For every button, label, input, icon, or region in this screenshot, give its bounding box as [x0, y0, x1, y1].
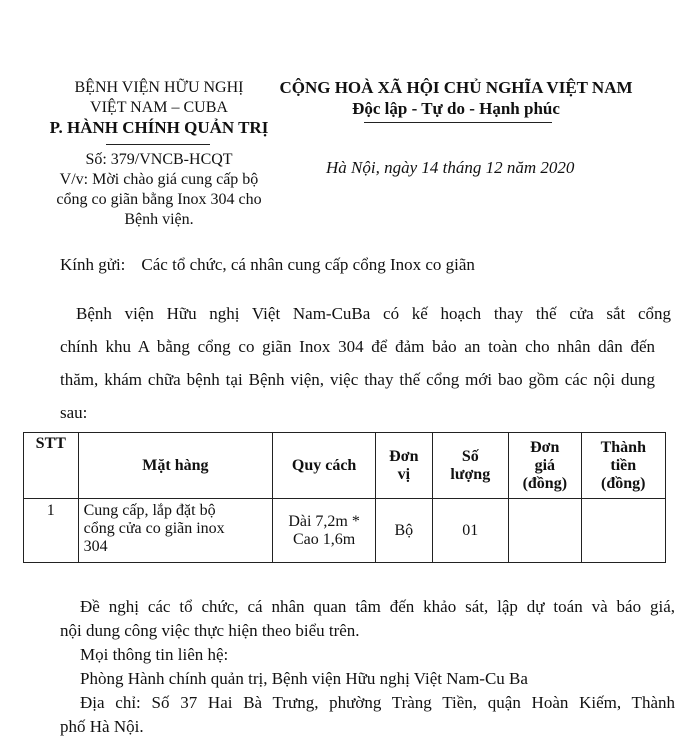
subject-line-3: Bệnh viện. [124, 211, 194, 228]
address-text-1: Địa chỉ: Số 37 Hai Bà Trưng, phường Tràng Tiền, quận Hoàn Kiếm, Thành [80, 693, 675, 712]
header-quantity [432, 433, 508, 499]
header-price-1: Đơn [530, 438, 560, 456]
closing-text-2: nội dung công việc thực hiện theo biểu trên. [60, 621, 360, 640]
cell-item-1: Cung cấp, lắp đặt bộ [83, 502, 216, 519]
header-price-3: (đồng) [522, 474, 568, 492]
header-unit [376, 433, 433, 499]
place-and-date: Hà Nội, ngày 14 tháng 12 năm 2020 [326, 158, 575, 177]
document-reference [28, 150, 290, 230]
cell-item-3: 304 [83, 538, 108, 555]
header-qty-1: Số [461, 447, 479, 465]
contact-label: Mọi thông tin liên hệ: [80, 645, 229, 664]
items-table [23, 432, 666, 563]
header-unit-1: Đơn [389, 447, 419, 465]
subject-line-1: V/v: Mời chào giá cung cấp bộ [59, 171, 259, 188]
cell-unit-price [509, 499, 582, 563]
header-total-2: tiền [610, 456, 637, 474]
table-header-row [24, 433, 666, 499]
header-price-2: giá [534, 456, 556, 474]
motto-underline [364, 122, 552, 123]
cell-spec [273, 499, 376, 563]
header-unit-2: vị [397, 465, 411, 483]
intro-text-3: thăm, khám chữa bệnh tại Bệnh viện, việc thay thế cổng mới bao gồm các nội dung [60, 370, 655, 389]
closing-text-1: Đề nghị các tổ chức, cá nhân quan tâm đến khảo sát, lập dự toán và báo giá, [80, 597, 675, 616]
cell-spec-2: Cao 1,6m [292, 530, 356, 548]
address-text-2: phố Hà Nội. [60, 717, 144, 736]
issuer-line-2: VIỆT NAM – CUBA [90, 99, 228, 116]
subject-line-2: cổng co giãn bằng Inox 304 cho [56, 191, 262, 208]
recipient-label: Kính gửi: [60, 255, 126, 274]
intro-text-4: sau: [60, 403, 88, 422]
header-item: Mặt hàng [78, 433, 273, 499]
issuer-block [28, 78, 290, 138]
header-stt: STT [24, 433, 79, 499]
header-total [581, 433, 665, 499]
cell-total [581, 499, 665, 563]
header-total-3: (đồng) [601, 474, 646, 492]
cell-unit: Bộ [376, 499, 433, 563]
header-spec: Quy cách [273, 433, 376, 499]
cell-stt: 1 [24, 499, 79, 563]
cell-item-2: cổng cửa co giãn inox [83, 520, 225, 537]
national-motto: Độc lập - Tự do - Hạnh phúc [352, 99, 560, 118]
intro-text-2: chính khu A bằng cổng co giãn Inox 304 để đảm bảo an toàn cho nhân dân đến [60, 337, 655, 356]
document-number: Số: 379/VNCB-HCQT [85, 151, 233, 168]
cell-quantity: 01 [432, 499, 508, 563]
issuer-department: P. HÀNH CHÍNH QUẢN TRỊ [49, 118, 269, 137]
contact-office: Phòng Hành chính quản trị, Bệnh viện Hữu nghị Việt Nam-Cu Ba [80, 669, 528, 688]
issuer-line-1: BỆNH VIỆN HỮU NGHỊ [74, 79, 244, 96]
header-qty-2: lượng [450, 465, 491, 483]
table-row [24, 499, 666, 563]
cell-spec-1: Dài 7,2m * [288, 512, 360, 530]
issuer-underline [106, 144, 210, 145]
header-unit-price [509, 433, 582, 499]
national-header [266, 77, 646, 119]
intro-text-1: Bệnh viện Hữu nghị Việt Nam-CuBa có kế hoạch thay thế cửa sắt cổng [76, 304, 671, 323]
recipient-value: Các tổ chức, cá nhân cung cấp cổng Inox co giãn [141, 255, 475, 274]
cell-item [78, 499, 273, 563]
nation-title: CỘNG HOÀ XÃ HỘI CHỦ NGHĨA VIỆT NAM [279, 78, 633, 97]
recipient-line [60, 254, 475, 275]
header-total-1: Thành [600, 438, 646, 456]
